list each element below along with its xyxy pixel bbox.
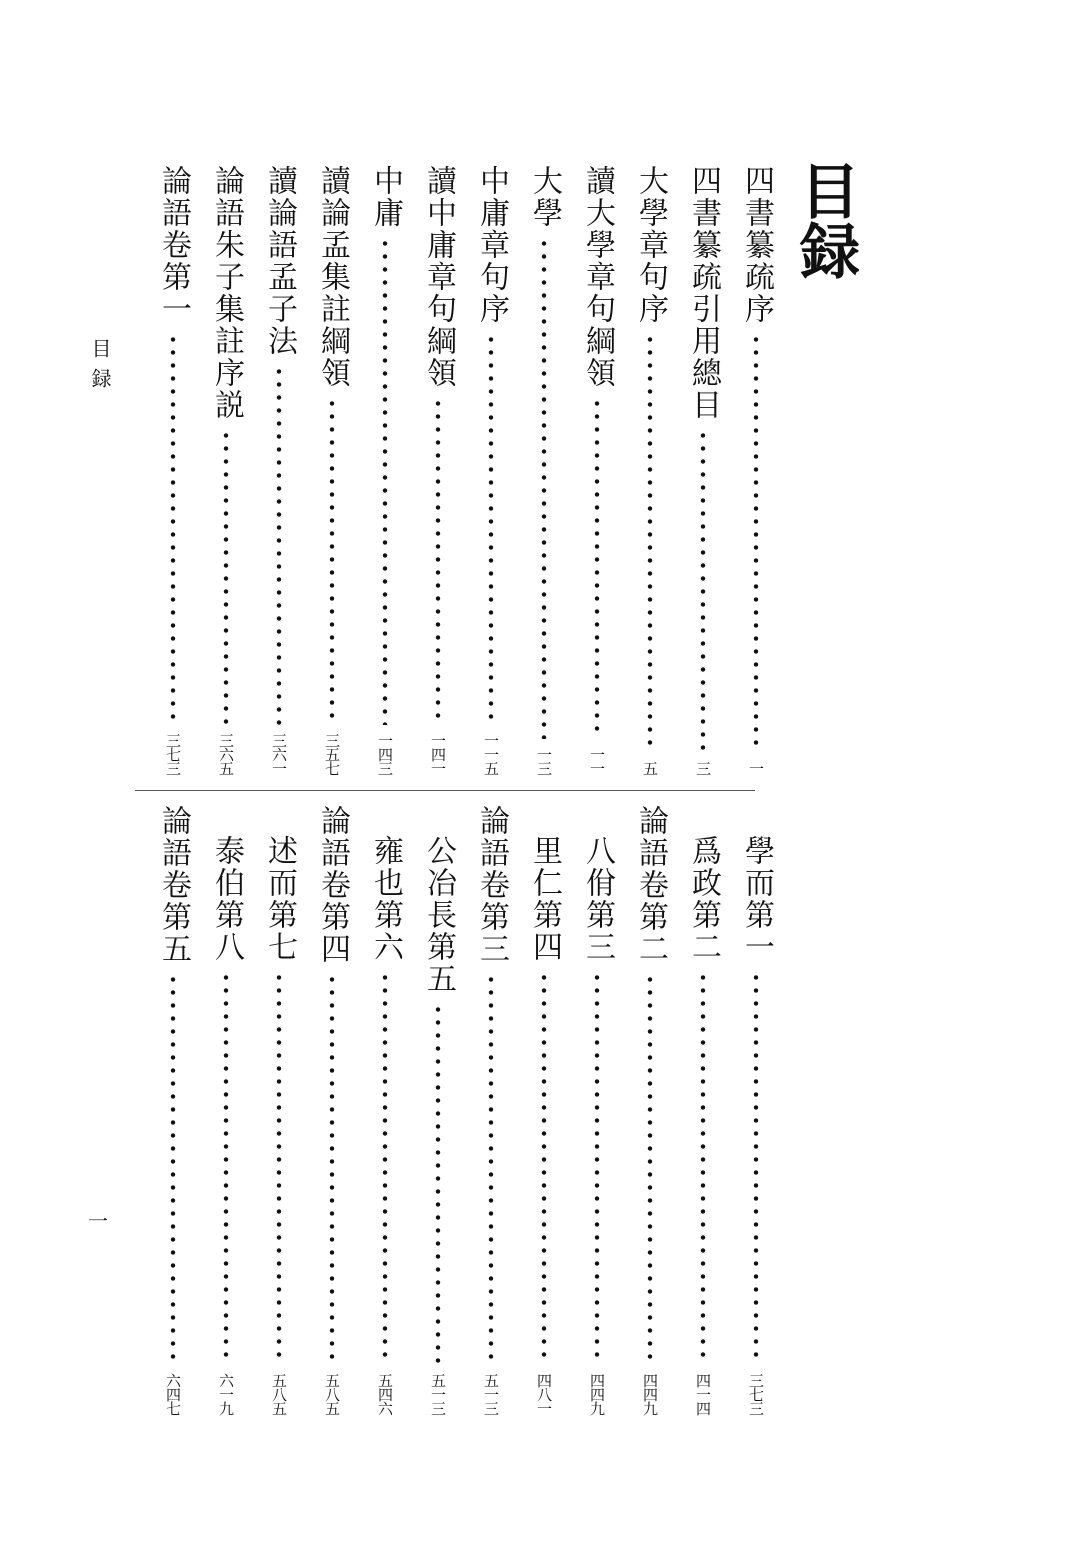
toc-entry-title: 四書纂疏序 [739,165,774,325]
leader-dots [329,397,335,725]
leader-dots [647,973,653,1365]
toc-entry[interactable] [526,835,562,1415]
toc-entry-title: 論語卷第四 [315,805,350,965]
toc-entry-page: 一四一 [429,733,447,775]
leader-dots [753,333,759,753]
toc-entry-title: 讀論語孟子法 [262,165,297,357]
toc-entry-title: 論語卷第二 [633,805,668,965]
toc-entry[interactable] [420,165,456,775]
toc-entry-page: 一四三 [376,733,394,775]
toc-entry-title: 學而第一 [739,835,774,963]
leader-dots [541,237,547,739]
toc-entry-title: 論語卷第三 [474,805,509,965]
toc-entry-page: 三六一 [270,733,288,775]
leader-dots [329,973,335,1365]
toc-entry-title: 爲政第二 [686,835,721,963]
toc-entry-page: 三 [694,761,712,775]
leader-dots [382,237,388,725]
toc-entry[interactable] [738,835,774,1415]
toc-entry-title: 讀中庸章句綱領 [421,165,456,389]
toc-entry-page: 四四九 [641,1373,659,1415]
toc-entry[interactable] [632,805,668,1415]
leader-dots [753,971,759,1365]
folio-number: 一 [88,1209,108,1233]
leader-dots [276,365,282,725]
toc-entry-page: 三六五 [217,733,235,775]
toc-entry-title: 八佾第三 [580,835,615,963]
leader-dots [435,397,441,725]
toc-entry[interactable] [261,835,297,1415]
toc-entry-title: 四書纂疏引用總目 [686,165,721,421]
toc-entry[interactable] [155,805,191,1415]
toc-entry-title: 雍也第六 [368,835,403,963]
toc-entry[interactable] [685,165,721,775]
toc-entry-page: 三五七 [323,733,341,775]
toc-entry-page: 三七三 [747,1373,765,1415]
toc-entry-page: 五八五 [270,1373,288,1415]
toc-entry-page: 三七三 [164,733,182,775]
toc-entry-title: 大學 [527,165,562,229]
leader-dots [700,971,706,1365]
toc-entry-title: 中庸 [368,165,403,229]
toc-entry-title: 述而第七 [262,835,297,963]
toc-entry-page: 四八一 [535,1373,553,1415]
toc-entry-page: 一 [747,761,765,775]
page-title: 目録 [790,160,860,280]
leader-dots [170,333,176,725]
toc-entry-page: 一三 [535,747,553,775]
leader-dots [223,429,229,725]
toc-entry[interactable] [579,835,615,1415]
toc-entry-page: 六四七 [164,1373,182,1415]
leader-dots [435,1003,441,1365]
toc-entry-page: 五一三 [429,1373,447,1415]
toc-entry-page: 五一三 [482,1373,500,1415]
toc-entry[interactable] [155,165,191,775]
toc-entry-title: 論語朱子集註序説 [209,165,244,421]
leader-dots [700,429,706,753]
toc-entry[interactable] [526,165,562,775]
leader-dots [541,971,547,1365]
toc-entry-title: 論語卷第一 [156,165,191,325]
toc-entry-page: 四四九 [588,1373,606,1415]
leader-dots [488,333,494,725]
toc-entry-page: 一一 [588,747,606,775]
toc-entry[interactable] [632,165,668,775]
leader-dots [647,333,653,753]
toc-entry[interactable] [314,805,350,1415]
toc-entry[interactable] [473,805,509,1415]
toc-entry[interactable] [367,835,403,1415]
toc-entry[interactable] [473,165,509,775]
toc-entry[interactable] [261,165,297,775]
toc-entry-page: 五四六 [376,1373,394,1415]
toc-entry-page: 五 [641,761,659,775]
running-head: 目録 [88,338,112,398]
toc-entry-title: 里仁第四 [527,835,562,963]
toc-entry-title: 泰伯第八 [209,835,244,963]
toc-entry-title: 讀論孟集註綱領 [315,165,350,389]
toc-entry[interactable] [420,835,456,1415]
leader-dots [594,971,600,1365]
leader-dots [170,973,176,1365]
toc-entry[interactable] [314,165,350,775]
toc-entry[interactable] [208,835,244,1415]
toc-entry-page: 四一四 [694,1373,712,1415]
toc-entry-title: 大學章句序 [633,165,668,325]
leader-dots [594,397,600,739]
toc-entry-title: 公冶長第五 [421,835,456,995]
section-divider [135,790,755,791]
toc-entry[interactable] [367,165,403,775]
leader-dots [223,971,229,1365]
toc-entry-title: 讀大學章句綱領 [580,165,615,389]
toc-entry-title: 論語卷第五 [156,805,191,965]
toc-entry[interactable] [738,165,774,775]
leader-dots [488,973,494,1365]
toc-entry[interactable] [579,165,615,775]
toc-entry-title: 中庸章句序 [474,165,509,325]
toc-entry[interactable] [685,835,721,1415]
toc-entry-page: 六一九 [217,1373,235,1415]
leader-dots [382,971,388,1365]
toc-entry-page: 五八五 [323,1373,341,1415]
leader-dots [276,971,282,1365]
toc-entry[interactable] [208,165,244,775]
toc-entry-page: 一一五 [482,733,500,775]
